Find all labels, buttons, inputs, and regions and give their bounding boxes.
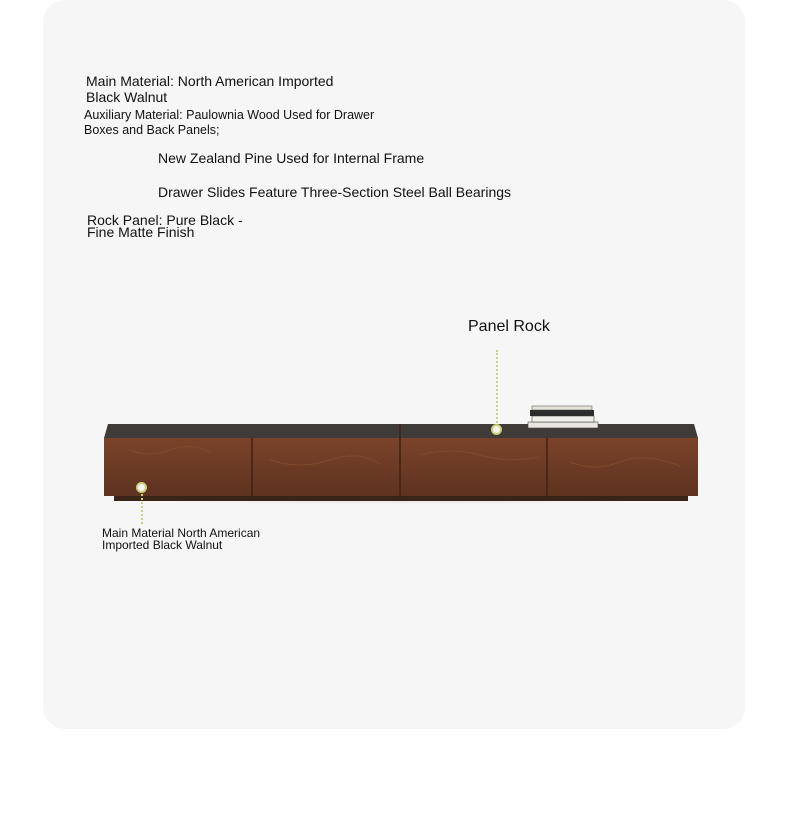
spec-rock-panel: Rock Panel: Pure Black - Fine Matte Finish	[87, 212, 243, 240]
callout-walnut: Main Material North American Imported Black Walnut	[102, 526, 261, 552]
callout-walnut-leader	[141, 494, 143, 524]
books-decor	[528, 406, 598, 428]
walnut-marker	[136, 482, 147, 493]
spec-internal-frame: New Zealand Pine Used for Internal Frame	[158, 150, 425, 166]
callout-panel-rock: Panel Rock	[468, 318, 550, 335]
spec-auxiliary-material: Auxiliary Material: Paulownia Wood Used for Drawer Boxes and Back Panels;	[84, 108, 375, 137]
tv-cabinet-image	[70, 400, 730, 515]
spec-main-material: Main Material: North American Imported Black Walnut	[86, 73, 334, 105]
spec-drawer-slides: Drawer Slides Feature Three-Section Steel Ball Bearings	[158, 184, 512, 200]
stone-top	[104, 424, 698, 438]
panel-rock-marker	[491, 424, 502, 435]
